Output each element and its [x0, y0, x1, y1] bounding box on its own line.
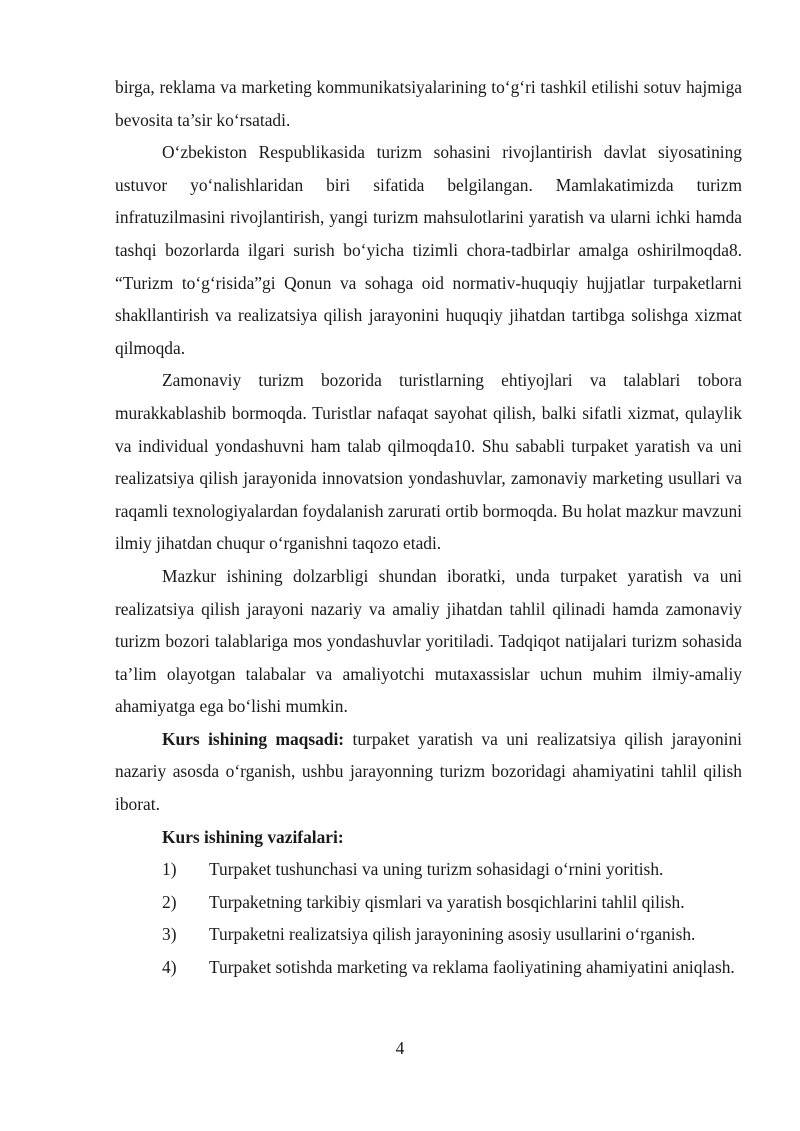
task-text: Turpaketning tarkibiy qismlari va yaratish bosqichlarini tahlil qilish.: [209, 891, 685, 912]
paragraph-relevance: Mazkur ishining dolzarbligi shundan iboratki, unda turpaket yaratish va uni realizatsiya qilish jarayoni nazariy va amaliy jihatdan tahlil qilinadi hamda zamonaviy turizm bozori talablariga mos yondashuvlar yoritiladi. Tadqiqot natijalari turizm sohasida ta’lim olayotgan talabalar va amaliyotchi mutaxassislar uchun muhim ilmiy-amaliy ahamiyatga ega bo‘lishi mumkin.: [115, 565, 742, 717]
task-item-2: [115, 886, 742, 919]
paragraph-continuation: birga, reklama va marketing kommunikatsiyalarining to‘g‘ri tashkil etilishi sotuv hajmiga bevosita ta’sir ko‘rsatadi.: [115, 77, 742, 130]
task-number: 2): [162, 891, 177, 912]
task-text: Turpaketni realizatsiya qilish jarayonining asosiy usullarini o‘rganish.: [209, 924, 696, 945]
goal-label: Kurs ishining maqsadi:: [162, 728, 345, 749]
task-item-1: [115, 853, 742, 886]
paragraph-modern-market: Zamonaviy turizm bozorida turistlarning ehtiyojlari va talablari tobora murakkablashib bormoqda. Turistlar nafaqat sayohat qilish, balki sifatli xizmat, qulaylik va individual yondashuvni ham talab qilmoqda10. Shu sababli turpaket yaratish va uni realizatsiya qilish jarayonida innovatsion yondashuvlar, zamonaviy marketing usullari va raqamli texnologiyalardan foydalanish zarurati ortib bormoqda. Bu holat mazkur mavzuni ilmiy jihatdan chuqur o‘rganishni taqozo etadi.: [115, 370, 742, 554]
paragraph-state-policy: O‘zbekiston Respublikasida turizm sohasini rivojlantirish davlat siyosatining ustuvor yo‘nalishlaridan biri sifatida belgilangan. Mamlakatimizda turizm infratuzilmasini rivojlantirish, yangi turizm mahsulotlarini yaratish va ularni ichki hamda tashqi bozorlarda ilgari surish bo‘yicha tizimli chora-tadbirlar amalga oshirilmoqda8. “Turizm to‘g‘risida”gi Qonun va sohaga oid normativ-huquqiy hujjatlar turpaketlarni shakllantirish va realizatsiya qilish jarayonini huquqiy jihatdan tartibga solishga xizmat qilmoqda.: [115, 142, 742, 358]
task-text: Turpaket sotishda marketing va reklama faoliyatining ahamiyatini aniqlash.: [209, 957, 735, 978]
goal-text: turpaket yaratish va uni realizatsiya qilish jarayonini nazariy asosda o‘rganish, ushbu jarayonning turizm bozoridagi ahamiyatini tahlil qilish iborat.: [115, 728, 743, 815]
tasks-heading: Kurs ishining vazifalari:: [162, 826, 344, 847]
task-item-3: [115, 918, 742, 951]
task-number: 1): [162, 859, 177, 880]
document-page: [115, 71, 742, 984]
task-number: 3): [162, 924, 177, 945]
goal-paragraph: [115, 723, 742, 821]
task-item-4: [115, 951, 742, 984]
task-number: 4): [162, 957, 177, 978]
task-text: Turpaket tushunchasi va uning turizm sohasidagi o‘rnini yoritish.: [209, 859, 664, 880]
page-number: 4: [395, 1038, 405, 1058]
